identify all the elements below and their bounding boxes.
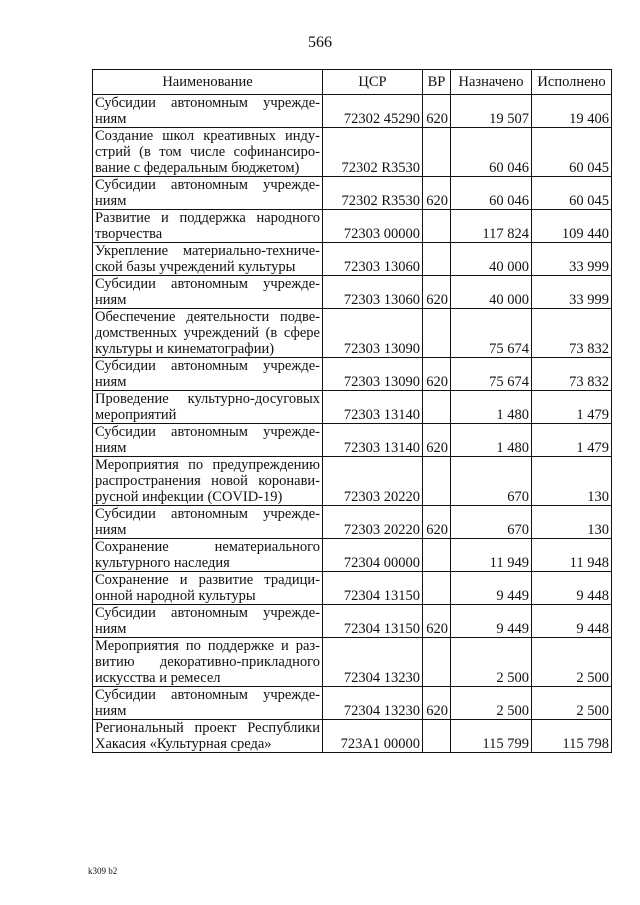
header-name: Наименование: [93, 70, 323, 95]
row-vr-cell: 620: [423, 506, 451, 539]
row-csr-cell: 72303 20220: [323, 457, 423, 506]
row-name-cell: Создание школ креативных инду-стрий (в том числе софинансиро-вание с федеральным бюджетом): [93, 128, 323, 177]
header-csr: ЦСР: [323, 70, 423, 95]
row-vr-cell: 620: [423, 358, 451, 391]
row-executed-cell: 115 798: [532, 720, 612, 753]
row-vr-cell: [423, 539, 451, 572]
row-assigned-cell: 115 799: [451, 720, 532, 753]
row-executed-cell: 73 832: [532, 358, 612, 391]
row-name-cell: Субсидии автономным учрежде-ниям: [93, 177, 323, 210]
page-number: 566: [308, 34, 332, 51]
table-row: [93, 638, 612, 687]
row-assigned-cell: 117 824: [451, 210, 532, 243]
row-csr-cell: 72303 13090: [323, 358, 423, 391]
row-vr-cell: 620: [423, 605, 451, 638]
table-row: [93, 720, 612, 753]
table-row: [93, 210, 612, 243]
footer-code: k309 b2: [88, 866, 118, 876]
row-executed-cell: 2 500: [532, 687, 612, 720]
table-row: [93, 309, 612, 358]
row-name-cell: Мероприятия по предупреждению распространения новой коронави-русной инфекции (COVID-19): [93, 457, 323, 506]
row-name-cell: Субсидии автономным учрежде-ниям: [93, 276, 323, 309]
row-vr-cell: [423, 210, 451, 243]
table-row: [93, 128, 612, 177]
row-executed-cell: 33 999: [532, 243, 612, 276]
row-assigned-cell: 2 500: [451, 638, 532, 687]
row-csr-cell: 72302 R3530: [323, 177, 423, 210]
row-assigned-cell: 75 674: [451, 358, 532, 391]
row-assigned-cell: 1 480: [451, 391, 532, 424]
row-name-cell: Субсидии автономным учрежде-ниям: [93, 605, 323, 638]
table-row: [93, 572, 612, 605]
row-vr-cell: [423, 457, 451, 506]
row-csr-cell: 723A1 00000: [323, 720, 423, 753]
row-name-cell: Сохранение и развитие традици-онной народной культуры: [93, 572, 323, 605]
row-vr-cell: [423, 572, 451, 605]
row-name-cell: Субсидии автономным учрежде-ниям: [93, 506, 323, 539]
table-row: [93, 506, 612, 539]
row-executed-cell: 60 045: [532, 128, 612, 177]
row-executed-cell: 109 440: [532, 210, 612, 243]
row-assigned-cell: 2 500: [451, 687, 532, 720]
row-name-cell: Обеспечение деятельности подве-домственных учреждений (в сфере культуры и кинематографии): [93, 309, 323, 358]
row-vr-cell: 620: [423, 424, 451, 457]
row-name-cell: Субсидии автономным учрежде-ниям: [93, 95, 323, 128]
row-assigned-cell: 60 046: [451, 128, 532, 177]
header-executed: Исполнено: [532, 70, 612, 95]
row-executed-cell: 9 448: [532, 605, 612, 638]
row-csr-cell: 72302 R3530: [323, 128, 423, 177]
row-assigned-cell: 19 507: [451, 95, 532, 128]
row-executed-cell: 130: [532, 457, 612, 506]
row-assigned-cell: 9 449: [451, 572, 532, 605]
row-vr-cell: [423, 128, 451, 177]
row-vr-cell: [423, 638, 451, 687]
table-row: [93, 243, 612, 276]
row-executed-cell: 9 448: [532, 572, 612, 605]
row-name-cell: Сохранение нематериального культурного наследия: [93, 539, 323, 572]
row-csr-cell: 72304 13230: [323, 638, 423, 687]
row-name-cell: Мероприятия по поддержке и раз-витию декоративно-прикладного искусства и ремесел: [93, 638, 323, 687]
row-vr-cell: [423, 243, 451, 276]
row-vr-cell: 620: [423, 177, 451, 210]
header-vr: ВР: [423, 70, 451, 95]
row-assigned-cell: 40 000: [451, 276, 532, 309]
table-row: [93, 276, 612, 309]
table-header-row: [93, 70, 612, 95]
row-csr-cell: 72303 13140: [323, 424, 423, 457]
table-row: [93, 687, 612, 720]
row-csr-cell: 72304 00000: [323, 539, 423, 572]
row-name-cell: Субсидии автономным учрежде-ниям: [93, 424, 323, 457]
header-assigned: Назначено: [451, 70, 532, 95]
row-name-cell: Проведение культурно-досуговых мероприятий: [93, 391, 323, 424]
row-csr-cell: 72304 13150: [323, 572, 423, 605]
table-row: [93, 95, 612, 128]
row-executed-cell: 130: [532, 506, 612, 539]
row-csr-cell: 72303 13060: [323, 276, 423, 309]
row-name-cell: Субсидии автономным учрежде-ниям: [93, 687, 323, 720]
row-executed-cell: 1 479: [532, 391, 612, 424]
table-row: [93, 539, 612, 572]
row-assigned-cell: 11 949: [451, 539, 532, 572]
row-executed-cell: 73 832: [532, 309, 612, 358]
row-csr-cell: 72303 20220: [323, 506, 423, 539]
row-csr-cell: 72304 13230: [323, 687, 423, 720]
table-row: [93, 358, 612, 391]
row-vr-cell: [423, 720, 451, 753]
row-csr-cell: 72304 13150: [323, 605, 423, 638]
row-executed-cell: 2 500: [532, 638, 612, 687]
row-vr-cell: [423, 391, 451, 424]
row-name-cell: Региональный проект Республики Хакасия «Культурная среда»: [93, 720, 323, 753]
table-row: [93, 457, 612, 506]
row-executed-cell: 19 406: [532, 95, 612, 128]
row-executed-cell: 11 948: [532, 539, 612, 572]
table-body: [93, 95, 612, 753]
row-assigned-cell: 670: [451, 506, 532, 539]
row-name-cell: Развитие и поддержка народного творчества: [93, 210, 323, 243]
row-vr-cell: 620: [423, 687, 451, 720]
table-row: [93, 177, 612, 210]
row-csr-cell: 72303 13060: [323, 243, 423, 276]
row-vr-cell: 620: [423, 276, 451, 309]
table-row: [93, 605, 612, 638]
row-executed-cell: 60 045: [532, 177, 612, 210]
row-assigned-cell: 9 449: [451, 605, 532, 638]
row-csr-cell: 72302 45290: [323, 95, 423, 128]
row-executed-cell: 33 999: [532, 276, 612, 309]
row-assigned-cell: 670: [451, 457, 532, 506]
row-csr-cell: 72303 00000: [323, 210, 423, 243]
budget-table: [92, 69, 612, 753]
row-csr-cell: 72303 13140: [323, 391, 423, 424]
table-row: [93, 391, 612, 424]
row-assigned-cell: 1 480: [451, 424, 532, 457]
row-executed-cell: 1 479: [532, 424, 612, 457]
row-assigned-cell: 60 046: [451, 177, 532, 210]
row-assigned-cell: 75 674: [451, 309, 532, 358]
row-vr-cell: [423, 309, 451, 358]
table-row: [93, 424, 612, 457]
row-csr-cell: 72303 13090: [323, 309, 423, 358]
row-name-cell: Субсидии автономным учрежде-ниям: [93, 358, 323, 391]
row-assigned-cell: 40 000: [451, 243, 532, 276]
row-name-cell: Укрепление материально-техниче-ской базы учреждений культуры: [93, 243, 323, 276]
row-vr-cell: 620: [423, 95, 451, 128]
